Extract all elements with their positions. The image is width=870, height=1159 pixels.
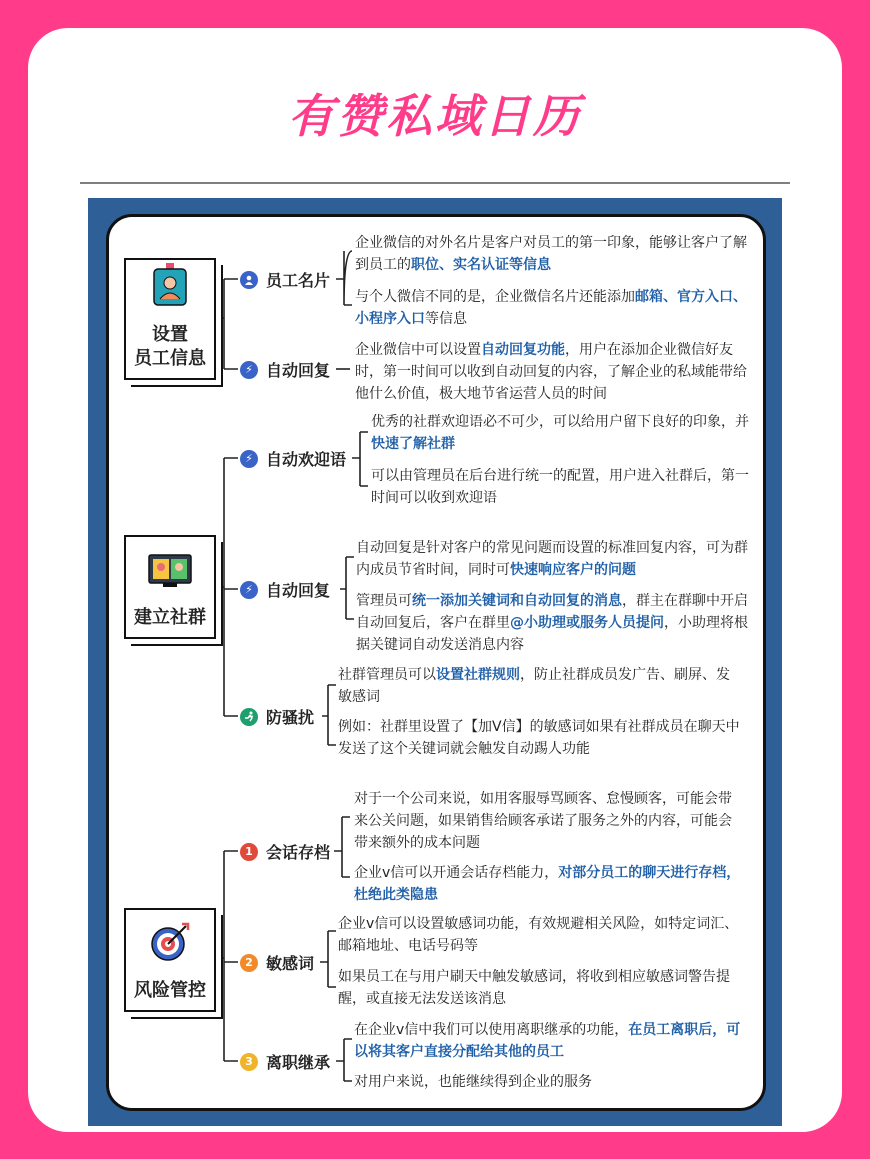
number-3-icon: 3	[240, 1053, 258, 1071]
highlight-text: 职位、实名认证等信息	[411, 257, 551, 273]
text-block	[338, 966, 738, 1010]
text-segment: 与个人微信不同的是，企业微信名片还能添加	[355, 289, 635, 305]
text-segment: 如果员工在与用户刷天中触发敏感词，将收到相应敏感词警告提醒，或直接无法发送该消息	[338, 969, 730, 1007]
node-auto-reply-2	[240, 578, 330, 601]
video-group-icon	[147, 553, 193, 595]
category-label: 建立社群	[134, 606, 206, 628]
text-segment: 在企业v信中我们可以使用离职继承的功能，	[354, 1022, 629, 1038]
category-build-community	[124, 535, 216, 639]
text-block	[338, 913, 748, 957]
highlight-text: 在员工离职后，可以将其客户直接分配给其他的员工	[354, 1022, 741, 1060]
lightning-icon: ⚡	[240, 581, 258, 599]
lightning-icon: ⚡	[240, 450, 258, 468]
text-block	[356, 590, 756, 656]
text-block	[371, 411, 756, 455]
category-label: 设置 员工信息	[134, 324, 206, 369]
text-block	[354, 788, 739, 854]
text-segment: 对用户来说，也能继续得到企业的服务	[354, 1074, 592, 1090]
number-2-icon: 2	[240, 954, 258, 972]
text-segment: ，小助理将根据关键词自动发送消息内容	[356, 615, 748, 653]
text-block	[355, 286, 755, 330]
text-segment: 企业微信的对外名片是客户对员工的第一印象，能够让客户了解到员工的	[355, 235, 747, 273]
text-segment: 企业v信可以开通会话存档能力，	[354, 865, 559, 881]
node-anti-harassment	[240, 705, 314, 728]
node-label: 自动欢迎语	[266, 450, 347, 469]
highlight-text: 快速响应客户的问题	[510, 562, 636, 578]
lightning-icon: ⚡	[240, 361, 258, 379]
highlight-text: @小助理或服务人员提问	[510, 615, 664, 631]
page-title: 有赞私域日历	[288, 89, 582, 143]
text-segment: 例如：社群里设置了【加V信】的敏感词如果有社群成员在聊天中发送了这个关键词就会触发自动踢人功能	[338, 719, 740, 757]
text-block	[371, 465, 756, 509]
text-segment: 企业微信中可以设置	[355, 342, 481, 358]
node-label: 会话存档	[266, 843, 331, 862]
category-risk-control	[124, 908, 216, 1012]
node-auto-welcome	[240, 447, 346, 470]
runner-icon	[240, 708, 258, 726]
text-segment: 自动回复是针对客户的常见问题而设置的标准回复内容，可为群内成员节省时间，同时可	[356, 540, 748, 578]
text-segment: 企业v信可以设置敏感词功能，有效规避相关风险，如特定词汇、邮箱地址、电话号码等	[338, 916, 739, 954]
user-icon	[240, 271, 258, 289]
text-segment: 可以由管理员在后台进行统一的配置，用户进入社群后，第一时间可以收到欢迎语	[371, 468, 749, 506]
text-segment: 对于一个公司来说，如用客服辱骂顾客、怠慢顾客，可能会带来公关问题，如果销售给顾客承诺了服务之外的内容，可能会带来额外的成本问题	[354, 791, 732, 851]
highlight-text: 快速了解社群	[371, 436, 455, 452]
highlight-text: 设置社群规则	[436, 667, 520, 683]
employee-badge-icon	[152, 263, 188, 313]
node-label: 离职继承	[266, 1053, 331, 1072]
text-block	[338, 716, 748, 760]
text-block	[354, 862, 754, 906]
node-label: 自动回复	[266, 581, 331, 600]
text-segment: 管理员可	[356, 593, 412, 609]
text-block	[355, 232, 755, 276]
highlight-text: 统一添加关键词和自动回复的消息	[412, 593, 622, 609]
number-1-icon: 1	[240, 843, 258, 861]
text-block	[338, 664, 743, 708]
text-block	[355, 339, 755, 405]
text-block	[354, 1019, 754, 1063]
text-segment: 优秀的社群欢迎语必不可少，可以给用户留下良好的印象，并	[371, 414, 749, 430]
text-segment: ，防止社群成员发广告、刷屏、发敏感词	[338, 667, 730, 705]
highlight-text: 自动回复功能	[481, 342, 565, 358]
node-label: 防骚扰	[266, 708, 315, 727]
text-segment: ，用户在添加企业微信好友时，第一时间可以收到自动回复的内容，了解企业的私域能带给他什么价值，极大地节省运营人员的时间	[355, 342, 747, 402]
category-employee-info	[124, 258, 216, 380]
node-label: 员工名片	[266, 271, 331, 290]
node-auto-reply-1	[240, 358, 330, 381]
node-resignation-inherit	[240, 1050, 330, 1073]
target-icon	[150, 922, 190, 968]
highlight-text: 邮箱、官方入口、小程序入口	[355, 289, 747, 327]
divider	[80, 182, 790, 184]
node-label: 自动回复	[266, 361, 331, 380]
category-label: 风险管控	[134, 979, 206, 1001]
text-block	[354, 1071, 754, 1093]
text-block	[356, 537, 756, 581]
highlight-text: 对部分员工的聊天进行存档，杜绝此类隐患	[354, 865, 741, 903]
node-sensitive-words	[240, 951, 314, 974]
node-label: 敏感词	[266, 954, 315, 973]
text-segment: 社群管理员可以	[338, 667, 436, 683]
node-session-archive	[240, 840, 330, 863]
node-employee-card	[240, 268, 330, 291]
text-segment: ，群主在群聊中开启自动回复后，客户在群里	[356, 593, 748, 631]
text-segment: 等信息	[425, 311, 467, 327]
